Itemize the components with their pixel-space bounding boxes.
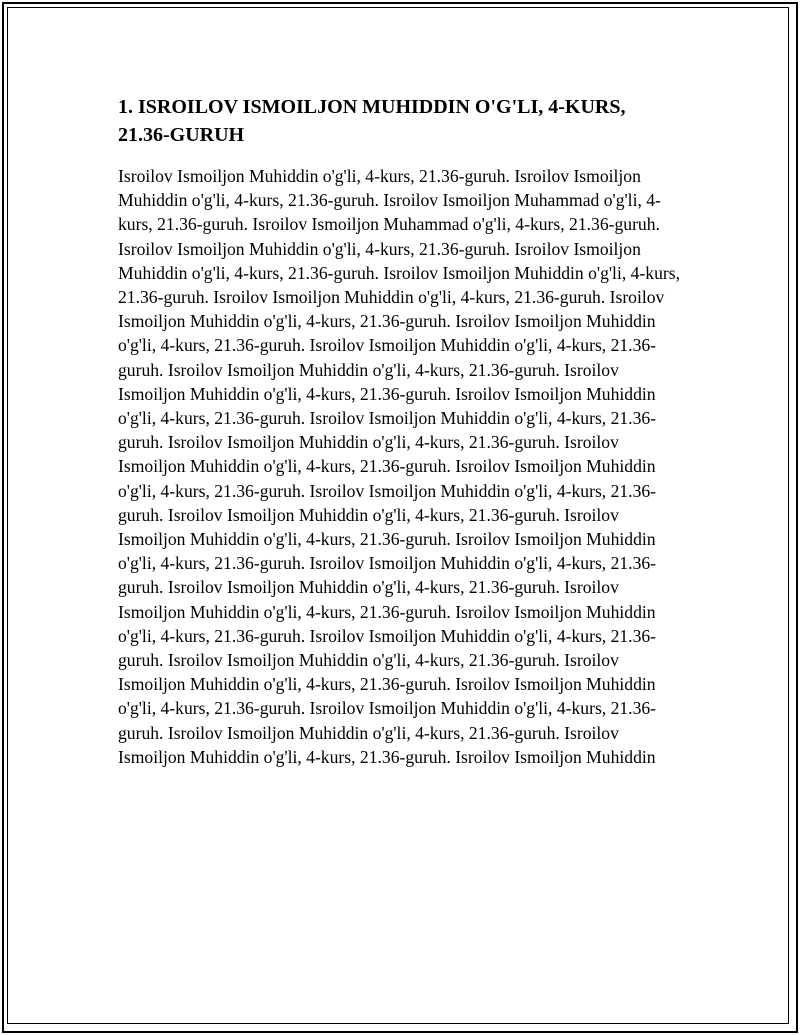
document-content: [118, 93, 680, 769]
document-body-paragraph: Isroilov Ismoiljon Muhiddin o'g'li, 4-kurs, 21.36-guruh. Isroilov Ismoiljon Muhiddin o'g'li, 4-kurs, 21.36-guruh. Isroilov Ismoiljon Muhammad o'g'li, 4-kurs, 21.36-guruh. Isroilov Ismoiljon Muhammad o'g'li, 4-kurs, 21.36-guruh. Isroilov Ismoiljon Muhiddin o'g'li, 4-kurs, 21.36-guruh. Isroilov Ismoiljon Muhiddin o'g'li, 4-kurs, 21.36-guruh. Isroilov Ismoiljon Muhiddin o'g'li, 4-kurs, 21.36-guruh. Isroilov Ismoiljon Muhiddin o'g'li, 4-kurs, 21.36-guruh. Isroilov Ismoiljon Muhiddin o'g'li, 4-kurs, 21.36-guruh. Isroilov Ismoiljon Muhiddin o'g'li, 4-kurs, 21.36-guruh. Isroilov Ismoiljon Muhiddin o'g'li, 4-kurs, 21.36-guruh. Isroilov Ismoiljon Muhiddin o'g'li, 4-kurs, 21.36-guruh. Isroilov Ismoiljon Muhiddin o'g'li, 4-kurs, 21.36-guruh. Isroilov Ismoiljon Muhiddin o'g'li, 4-kurs, 21.36-guruh. Isroilov Ismoiljon Muhiddin o'g'li, 4-kurs, 21.36-guruh. Isroilov Ismoiljon Muhiddin o'g'li, 4-kurs, 21.36-guruh. Isroilov Ismoiljon Muhiddin o'g'li, 4-kurs, 21.36-guruh. Isroilov Ismoiljon Muhiddin o'g'li, 4-kurs, 21.36-guruh. Isroilov Ismoiljon Muhiddin o'g'li, 4-kurs, 21.36-guruh. Isroilov Ismoiljon Muhiddin o'g'li, 4-kurs, 21.36-guruh. Isroilov Ismoiljon Muhiddin o'g'li, 4-kurs, 21.36-guruh. Isroilov Ismoiljon Muhiddin o'g'li, 4-kurs, 21.36-guruh. Isroilov Ismoiljon Muhiddin o'g'li, 4-kurs, 21.36-guruh. Isroilov Ismoiljon Muhiddin o'g'li, 4-kurs, 21.36-guruh. Isroilov Ismoiljon Muhiddin o'g'li, 4-kurs, 21.36-guruh. Isroilov Ismoiljon Muhiddin o'g'li, 4-kurs, 21.36-guruh. Isroilov Ismoiljon Muhiddin o'g'li, 4-kurs, 21.36-guruh. Isroilov Ismoiljon Muhiddin o'g'li, 4-kurs, 21.36-guruh. Isroilov Ismoiljon Muhiddin o'g'li, 4-kurs, 21.36-guruh. Isroilov Ismoiljon Muhiddin o'g'li, 4-kurs, 21.36-guruh. Isroilov Ismoiljon Muhiddin o'g'li, 4-kurs, 21.36-guruh. Isroilov Ismoiljon Muhiddin o'g'li, 4-kurs, 21.36-guruh. Isroilov Ismoiljon Muhiddin o'g'li, 4-kurs, 21.36-guruh. Isroilov Ismoiljon Muhiddin: [118, 166, 680, 767]
document-heading: 1. ISROILOV ISMOILJON MUHIDDIN O'G'LI, 4-KURS, 21.36-GURUH: [118, 96, 626, 146]
